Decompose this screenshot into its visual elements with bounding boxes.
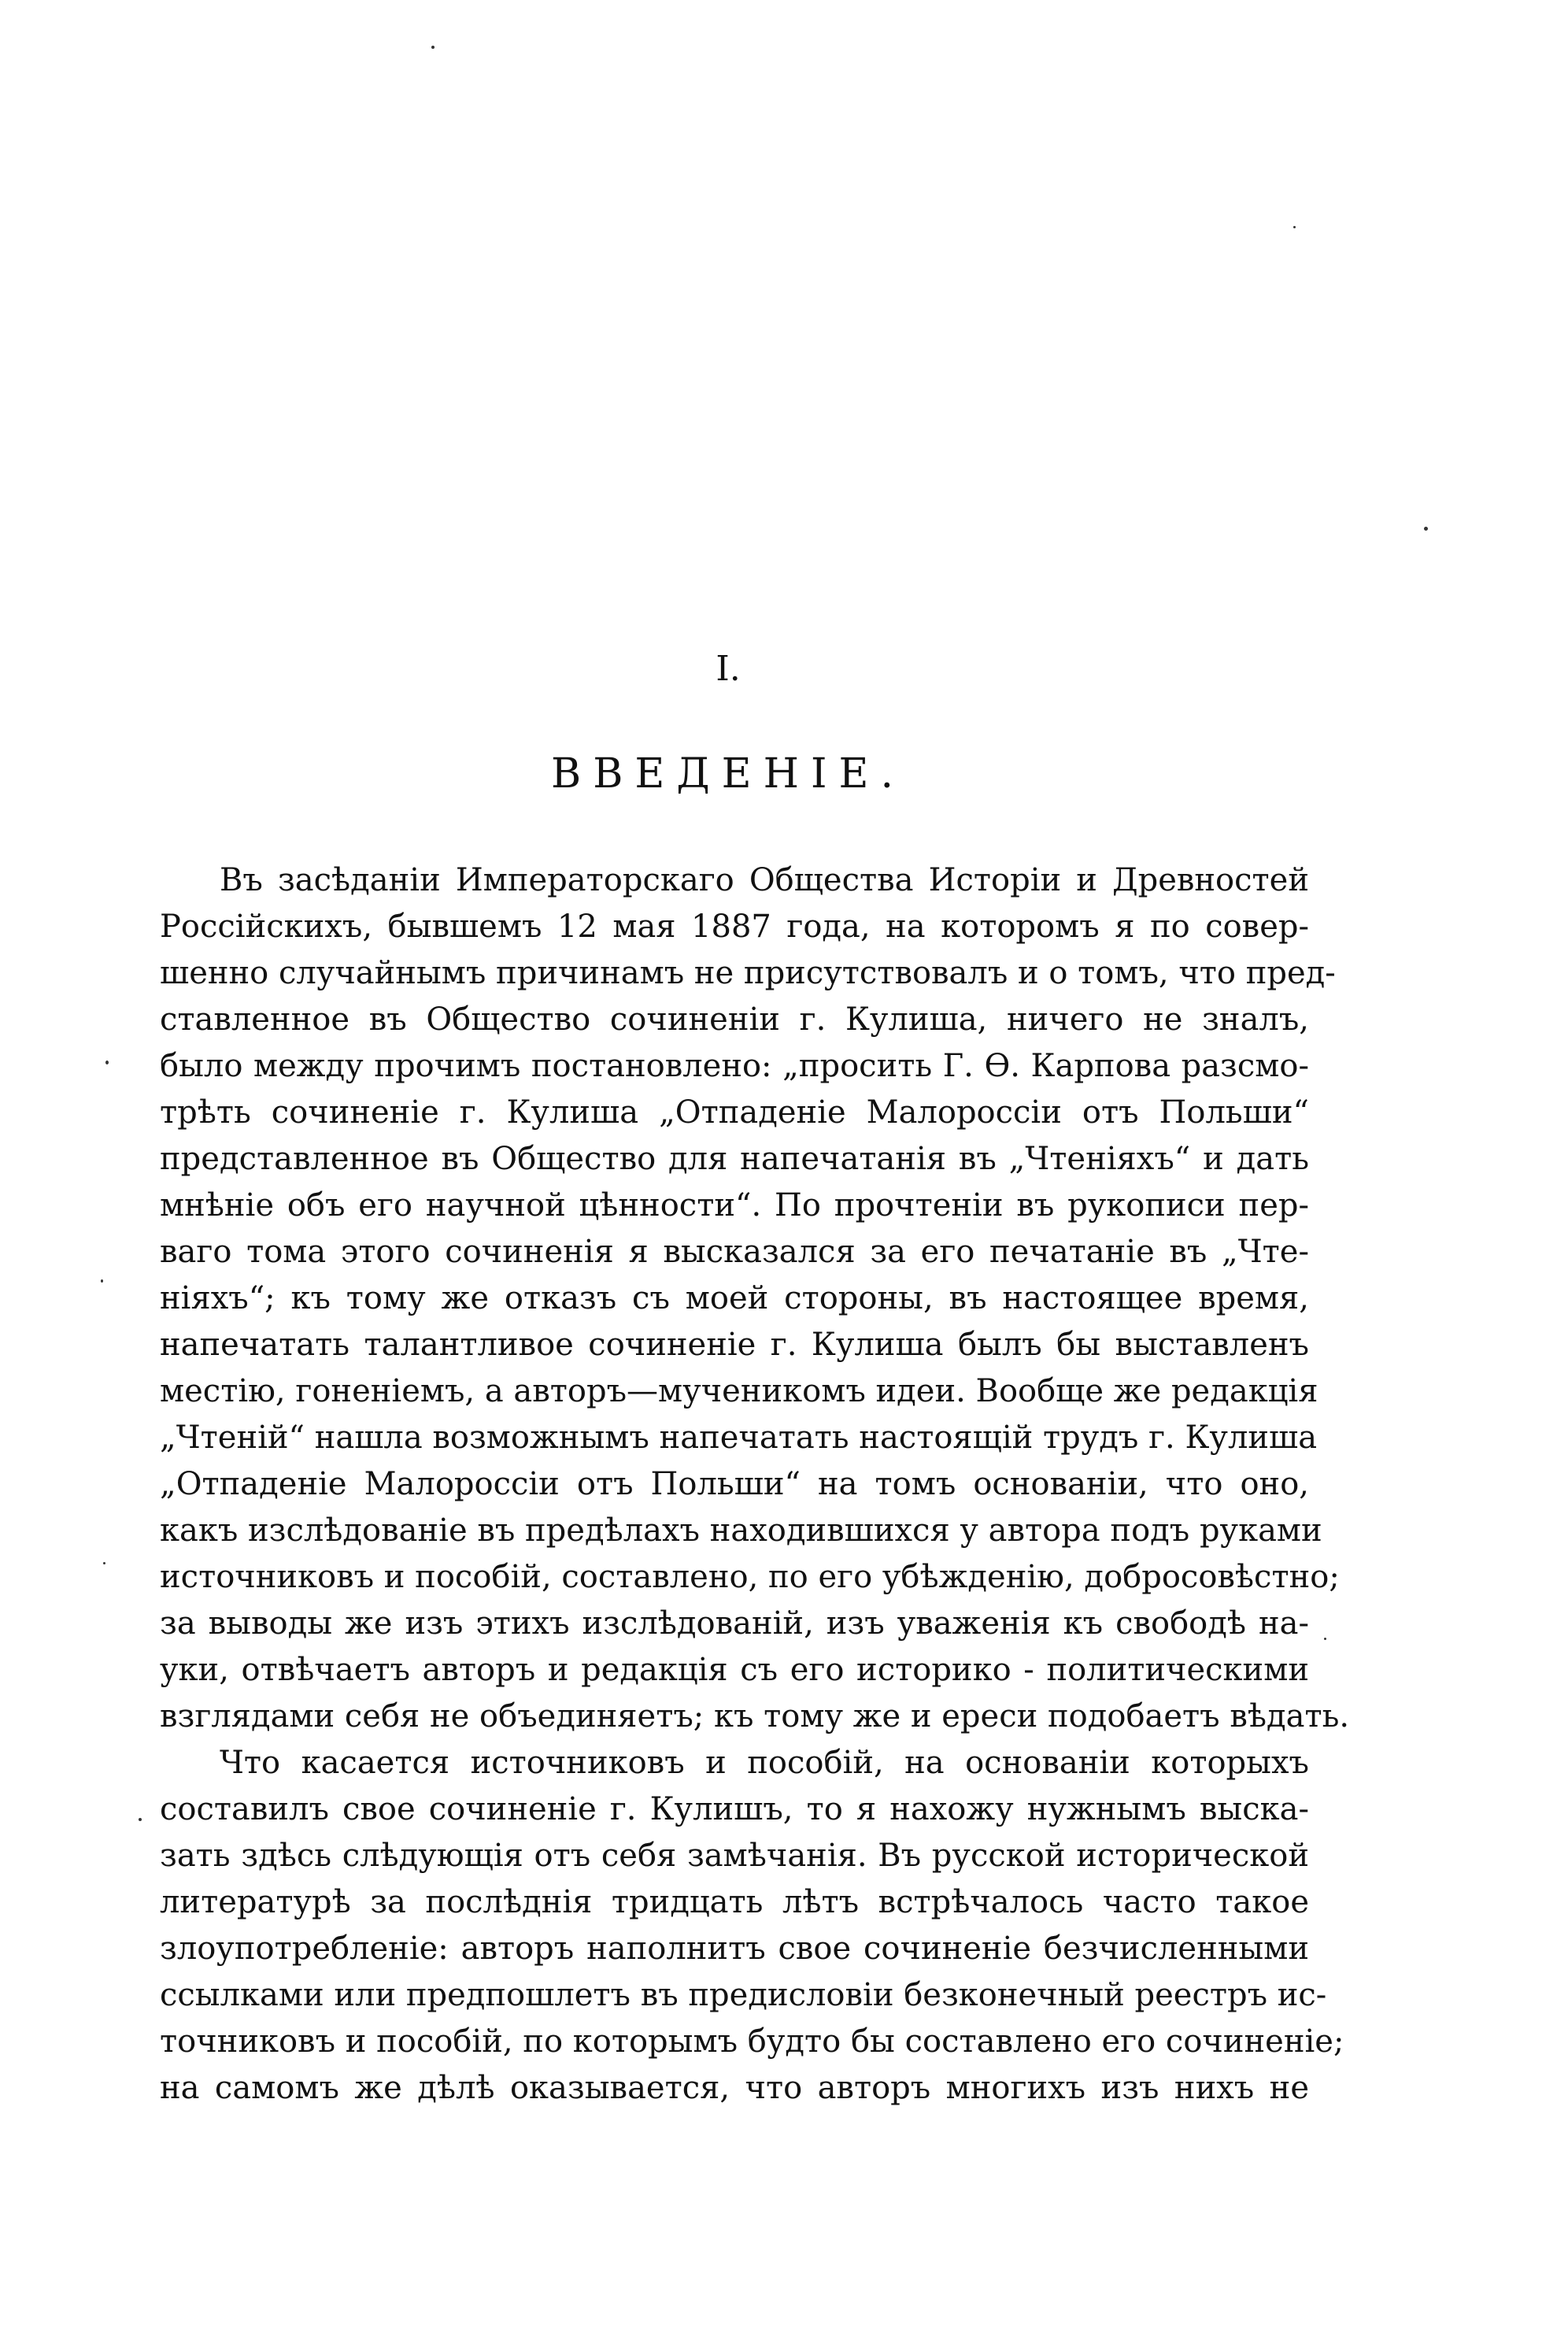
text-line: ссылками или предпошлетъ въ предисловіи безконечный реестръ ис- (160, 1977, 1327, 2013)
chapter-title: ВВЕДЕНІЕ. (551, 750, 905, 798)
text-line: „Чтеній“ нашла возможнымъ напечатать настоящій трудъ г. Кулиша (160, 1420, 1318, 1456)
text-line: злоупотребленіе: авторъ наполнитъ свое сочиненіе безчисленными (160, 1931, 1309, 1967)
scan-speck (431, 46, 435, 49)
text-line: на самомъ же дѣлѣ оказывается, что авторъ многихъ изъ нихъ не (160, 2070, 1309, 2106)
paragraph-2 (160, 1740, 1344, 2112)
text-line: составилъ свое сочиненіе г. Кулишъ, то я нахожу нужнымъ выска- (160, 1791, 1309, 1827)
text-line: точниковъ и пособій, по которымъ будто бы составлено его сочиненіе; (160, 2023, 1344, 2060)
text-line: взглядами себя не объединяетъ; къ тому же и ереси подобаетъ вѣдать. (160, 1698, 1350, 1734)
text-line: зать здѣсь слѣдующія отъ себя замѣчанія. Въ русской исторической (160, 1838, 1309, 1874)
text-line: ставленное въ Общество сочиненіи г. Кулиша, ничего не зналъ, (160, 1001, 1309, 1038)
text-line: напечатать талантливое сочиненіе г. Кулиша былъ бы выставленъ (160, 1327, 1309, 1363)
text-line: шенно случайнымъ причинамъ не присутствовалъ и о томъ, что пред- (160, 955, 1336, 991)
text-line: мнѣніе объ его научной цѣнности“. По прочтеніи въ рукописи пер- (160, 1187, 1309, 1224)
text-line: источниковъ и пособій, составлено, по его убѣжденію, добросовѣстно; (160, 1559, 1340, 1595)
scan-speck (105, 1061, 109, 1064)
text-line: Въ засѣданіи Императорскаго Общества Исторіи и Древностей (220, 862, 1309, 898)
text-line: Что касается источниковъ и пособій, на основаніи которыхъ (220, 1745, 1309, 1781)
scan-speck (1293, 226, 1296, 228)
text-line: какъ изслѣдованіе въ предѣлахъ находившихся у автора подъ руками (160, 1512, 1322, 1549)
text-line: было между прочимъ постановлено: „просить Г. Ѳ. Карпова разсмо- (160, 1048, 1309, 1084)
chapter-number: I. (716, 649, 741, 689)
text-line: литературѣ за послѣднія тридцать лѣтъ встрѣчалось часто такое (160, 1884, 1309, 1920)
scan-speck (1324, 1638, 1326, 1640)
text-line: Россійскихъ, бывшемъ 12 мая 1887 года, на которомъ я по совер- (160, 909, 1309, 945)
text-line: „Отпаденіе Малороссіи отъ Польши“ на томъ основаніи, что оно, (160, 1466, 1309, 1502)
text-line: уки, отвѣчаетъ авторъ и редакція съ его историко - политическими (160, 1652, 1309, 1688)
body-text (160, 857, 1350, 2112)
scan-speck (139, 1818, 142, 1821)
scan-speck (1424, 527, 1428, 531)
text-line: трѣть сочиненіе г. Кулиша „Отпаденіе Малороссіи отъ Польши“ (160, 1094, 1309, 1131)
text-line: представленное въ Общество для напечатанія въ „Чтеніяхъ“ и дать (160, 1141, 1309, 1177)
paragraph-1 (160, 857, 1350, 1740)
text-line: за выводы же изъ этихъ изслѣдованій, изъ уваженія къ свободѣ на- (160, 1605, 1309, 1642)
scan-speck (101, 1279, 103, 1283)
scan-speck (103, 1562, 105, 1564)
text-line: ніяхъ“; къ тому же отказъ съ моей стороны, въ настоящее время, (160, 1280, 1309, 1316)
text-line: ваго тома этого сочиненія я высказался за его печатаніе въ „Чте- (160, 1234, 1309, 1270)
text-line: местію, гоненіемъ, а авторъ—мученикомъ идеи. Вообще же редакція (160, 1373, 1318, 1409)
